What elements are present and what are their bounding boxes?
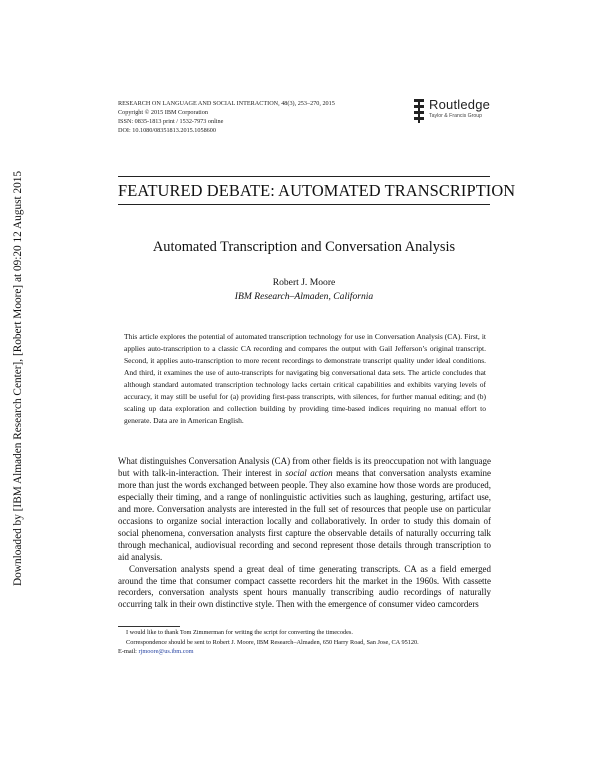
footnote-rule [118,626,180,627]
email-link[interactable]: rjmoore@us.ibm.com [138,648,194,656]
article-title: Automated Transcription and Conversation Analysis [152,239,456,255]
copyright-line: Copyright © 2015 IBM Corporation [118,109,208,117]
publisher-tagline: Taylor & Francis Group [429,113,483,119]
body-text [118,456,491,611]
author-name: Robert J. Moore [272,277,336,288]
journal-header [118,99,398,135]
author-affiliation: IBM Research–Almaden, California [234,291,374,302]
issn-line: ISSN: 0835-1813 print / 1532-7973 online [118,118,224,126]
email-label: E-mail: [118,648,137,656]
email-line [118,647,498,657]
correspondence-note: Correspondence should be sent to Robert J. Moore, IBM Research–Almaden, 650 Harry Road, San Jose, CA 95120. [126,638,419,646]
routledge-mark-icon [413,97,425,125]
featured-debate-heading: FEATURED DEBATE: AUTOMATED TRANSCRIPTION [118,181,516,200]
acknowledgment-note: I would like to thank Tom Zimmerman for writing the script for converting the timecodes. [126,629,353,636]
publisher-logo [413,97,493,127]
abstract: This article explores the potential of automated transcription technology for use in Conversation Analysis (CA). First, it applies auto-transcription to a classic CA recording and compares the output with Gail Jefferson’s original transcript. Second, it applies auto-transcription to more recent recordings to demonstrate transcript quality under ideal conditions. And third, it examines the use of auto-transcripts for navigating big conversational data sets. The article concludes that although standard automated transcription technology lacks certain critical capabilities and exhibits varying levels of accuracy, it may still be useful for (a) providing first-pass transcripts, with silences, for further manual editing; and (b) scaling up data exploration and collection building by providing time-based indices requiring no manual effort to generate. Data are in American English. [124,332,486,425]
doi-line: DOI: 10.1080/08351813.2015.1058600 [118,127,216,135]
publisher-name: Routledge [429,97,491,112]
body-paragraph-2: Conversation analysts spend a great deal of time generating transcripts. CA as a field emerged around the time that consumer compact cassette recorders hit the market in the 1960s. With cassette recorders, conversation analysts spent hours manually transcribing audio recordings of naturally occurring talk in their own distinctive style. Then with the emergence of consumer video camcorders [118,563,491,610]
body-paragraph-1: What distinguishes Conversation Analysis (CA) from other fields is its preoccupation not with language but with talk-in-interaction. Their interest in social action means that conversation analysts examine more than just the words exchanged between people. They also examine how those words are produced, especially their timing, and a range of nonlinguistic activities such as laughing, gesturing, artifact use, and more. Conversation analysts are interested in the full set of resources that people use on particular occasions to organize social interaction locally and collaboratively. In order to study this domain of social phenomena, conversation analysts first capture the observable details of naturally occurring talk through mechanical, audiovisual recording and second represent those details through transcription to aid analysis. [118,456,491,562]
social-action-term: social action [285,467,333,478]
title-rule-bottom [118,204,490,205]
journal-citation: RESEARCH ON LANGUAGE AND SOCIAL INTERACTION, 48(3), 253–270, 2015 [118,100,335,107]
footnotes [118,628,498,657]
download-stamp: Downloaded by [IBM Almaden Research Center], [Robert Moore] at 09:20 12 August 2015 [12,170,24,586]
title-rule-top [118,176,490,177]
